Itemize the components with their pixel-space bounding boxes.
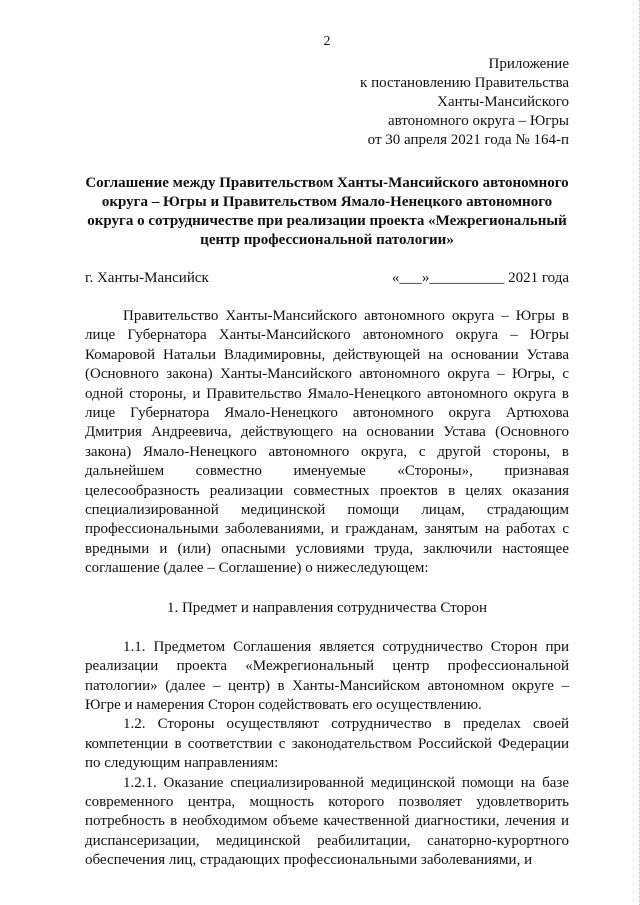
section-heading: 1. Предмет и направления сотрудничества Сторон bbox=[166, 599, 488, 616]
appendix-line: Приложение bbox=[488, 56, 569, 72]
appendix-line: к постановлению Правительства bbox=[360, 75, 569, 91]
paragraph-1-2: 1.2. Стороны осуществляют сотрудничество в пределах своей компетенции в соответствии с законодательством Российской Федерации по следующим направлениям: bbox=[85, 716, 569, 772]
preamble-paragraph: Правительство Ханты-Мансийского автономного округа – Югры в лице Губернатора Ханты-Мансийского автономного округа – Югры Комаровой Натальи Владимировны, действующей на основании Устава (Основного закона) Ханты-Мансийского автономного округа – Югры, с одной стороны, и Правительство Ямало-Ненецкого автономного округа в лице Губернатора Ямало-Ненецкого автономного округа Артюхова Дмитрия Андреевича, действующего на основании Устава (Основного закона) Ямало-Ненецкого автономного округа, с другой стороны, в дальнейшем совместно именуемые «Стороны», признавая целесообразность реализации совместных проектов в целях оказания специализированной медицинской помощи лицам, страдающим профессиональными заболеваниями, и гражданам, занятым на работах с вредными и (или) опасными условиями труда, заключили настоящее соглашение (далее – Соглашение) о нижеследующем: bbox=[85, 308, 569, 577]
appendix-line: от 30 апреля 2021 года № 164-п bbox=[367, 132, 569, 148]
place-date-row bbox=[85, 269, 569, 288]
paragraph-1-2-1: 1.2.1. Оказание специализированной медицинской помощи на базе современного центра, мощность которого позволяет удовлетворить потребность в необходимом объеме качественной диагностики, лечения и диспансеризации, медицинской реабилитации, санаторно-курортного обеспечения лиц, страдающих профессиональными заболеваниями, и bbox=[85, 774, 569, 869]
appendix-block bbox=[85, 55, 569, 150]
date: «___»__________ 2021 года bbox=[391, 270, 569, 286]
document-body bbox=[85, 307, 569, 871]
document-title: Соглашение между Правительством Ханты-Мансийского автономного округа – Югры и Правительством Ямало-Ненецкого автономного округа о сотрудничестве при реализации проекта «Межрегиональный центр профессиональной патологии» bbox=[85, 175, 569, 248]
appendix-line: автономного округа – Югры bbox=[387, 113, 569, 129]
paragraph-1-1: 1.1. Предметом Соглашения является сотрудничество Сторон при реализации проекта «Межрегиональный центр профессиональной патологии» (далее – центр) в Ханты-Мансийском автономном округе – Югре и намерения Сторон содействовать его осуществлению. bbox=[85, 638, 569, 713]
page-number: 2 bbox=[323, 34, 331, 49]
place: г. Ханты-Мансийск bbox=[85, 270, 209, 286]
appendix-line: Ханты-Мансийского bbox=[437, 94, 569, 110]
